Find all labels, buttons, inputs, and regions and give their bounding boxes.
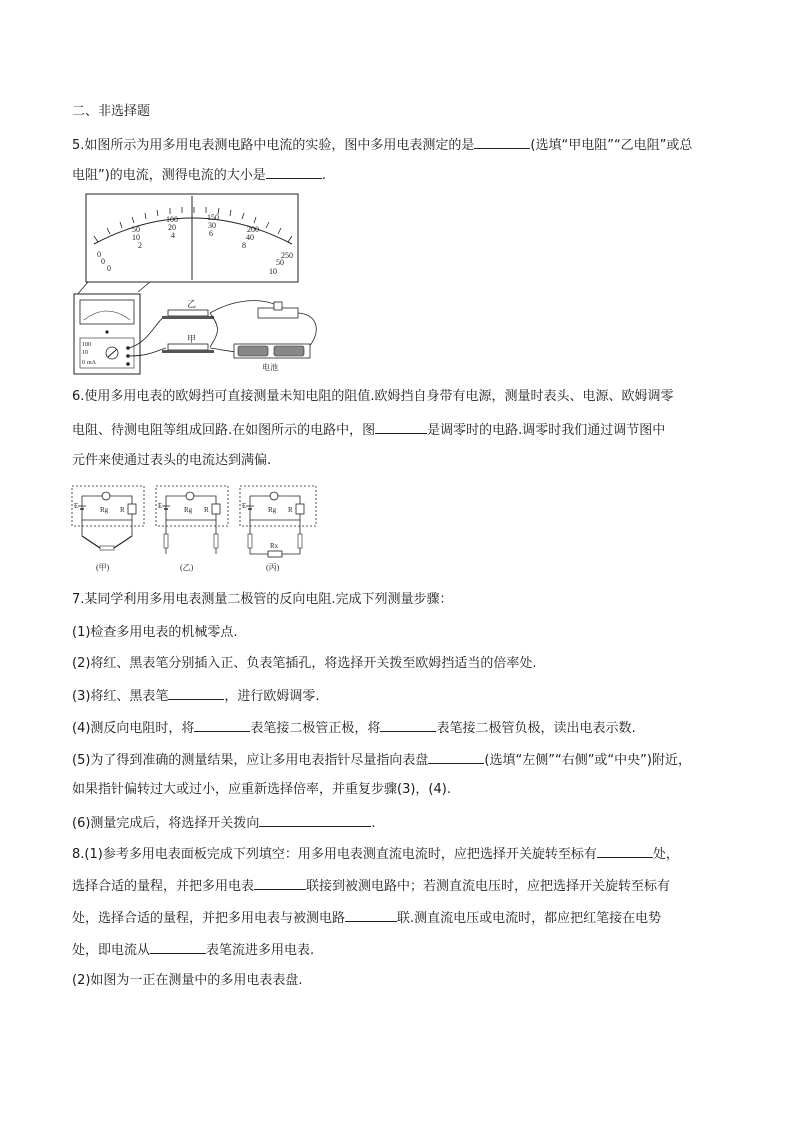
battery-cell [274, 346, 304, 356]
label-rg: Rg [100, 506, 109, 514]
wire [298, 313, 316, 348]
label-r: R [120, 506, 125, 514]
label-rg: Rg [268, 506, 277, 514]
label-r: R [288, 506, 293, 514]
label-e: E [242, 502, 247, 510]
q8-line-1 [72, 845, 679, 864]
label-rg: Rg [184, 506, 193, 514]
q8-text: 处，选择合适的量程，并把多用电表与被测电路 [72, 911, 346, 926]
scale-label: 200 [247, 225, 259, 234]
q7-step-3 [72, 687, 320, 706]
answer-blank[interactable] [597, 845, 653, 858]
resistor-rx [268, 551, 282, 557]
q7-text: (4)测反向电阻时，将 [72, 721, 195, 736]
answer-blank[interactable] [474, 136, 530, 149]
circuit-jia [72, 486, 144, 572]
scale-label: 20 [168, 223, 176, 232]
q7-step-5-cont: 如果指针偏转过大或过小，应重新选择倍率，并重复步骤(3)，(4). [72, 782, 451, 797]
q7-step-5 [72, 751, 691, 770]
scale-label: 0 [101, 257, 105, 266]
circuit-yi [156, 486, 228, 572]
section-title: 二、非选择题 [72, 104, 151, 119]
galvanometer-icon [102, 492, 110, 500]
probe-tips [100, 546, 114, 550]
q8-text: 选择合适的量程，并把多用电表 [72, 879, 255, 894]
jack-icon[interactable] [126, 362, 130, 366]
probe [248, 534, 252, 548]
battery-label: 电池 [262, 363, 278, 372]
answer-blank[interactable] [150, 941, 206, 954]
circuit-bing [240, 486, 316, 572]
resistor-label-yi: 乙 [187, 299, 197, 309]
circuit-figure [70, 484, 322, 576]
q5-text: 电阻”)的电流，测得电流的大小是 [72, 168, 266, 183]
q5-text: (选填“甲电阻”“乙电阻”或总 [530, 138, 693, 153]
answer-blank[interactable] [380, 719, 436, 732]
resistor-base [162, 350, 214, 353]
q6-line-1: 6.使用多用电表的欧姆挡可直接测量未知电阻的阻值.欧姆挡自身带有电源，测量时表头、电源、欧姆调零 [72, 389, 674, 404]
resistor [128, 504, 136, 514]
q5-text: . [321, 168, 326, 183]
range-label: 0 [82, 360, 85, 366]
label-rx: Rx [270, 542, 279, 550]
caption-yi: (乙) [180, 563, 194, 572]
battery-cell [238, 346, 268, 356]
answer-blank[interactable] [259, 814, 371, 827]
range-label: 100 [82, 342, 91, 348]
q7-text: . [371, 816, 376, 831]
answer-blank[interactable] [254, 877, 306, 890]
scale-label: 10 [269, 267, 277, 276]
scale-label: 4 [171, 231, 175, 240]
zero-knob[interactable] [105, 330, 108, 333]
q8-text: 联.测直流电压或电流时，都应把红笔接在电势 [397, 911, 662, 926]
q5-line-1 [72, 136, 692, 155]
scale-label: 0 [97, 250, 101, 259]
resistor [296, 504, 304, 514]
scale-label: 0 [107, 264, 111, 273]
q8-text: 8.(1)参考多用电表面板完成下列填空：用多用电表测直流电流时，应把选择开关旋转至标有 [72, 847, 597, 862]
scale-label: 100 [166, 215, 178, 224]
label-r: R [204, 506, 209, 514]
range-label: mA [87, 360, 96, 366]
answer-blank[interactable] [168, 687, 224, 700]
galvanometer-icon [270, 492, 278, 500]
q6-line-2 [72, 421, 665, 440]
scale-label: 30 [208, 221, 216, 230]
answer-blank[interactable] [266, 166, 322, 179]
q5-line-2 [72, 166, 326, 185]
q7-step-2: (2)将红、黑表笔分别插入正、负表笔插孔，将选择开关拨至欧姆挡适当的倍率处. [72, 656, 537, 671]
q7-step-6 [72, 814, 376, 833]
q7-text: 表笔接二极管正极，将 [250, 721, 381, 736]
q8-line-3 [72, 909, 661, 928]
caption-bing: (丙) [266, 563, 280, 572]
probe [214, 534, 218, 548]
q8-text: 联接到被测电路中；若测直流电压时，应把选择开关旋转至标有 [306, 879, 671, 894]
range-label: 10 [82, 350, 88, 356]
resistor-jia [168, 344, 208, 350]
answer-blank[interactable] [345, 909, 397, 922]
resistor [212, 504, 220, 514]
scale-label: 8 [242, 241, 246, 250]
callout-line [138, 282, 150, 292]
q7-text: (3)将红、黑表笔 [72, 689, 169, 704]
q6-text: 是调零时的电路.调零时我们通过调节图中 [427, 423, 666, 438]
q7-intro: 7.某同学利用多用电表测量二极管的反向电阻.完成下列测量步骤： [72, 592, 453, 607]
q7-text: (选填“左侧”“右侧”或“中央”)附近， [484, 753, 691, 768]
scale-label: 50 [276, 258, 284, 267]
q7-step-4 [72, 719, 636, 738]
q8-text: 处， [652, 847, 679, 862]
scale-label: 2 [138, 241, 142, 250]
resistor-base [162, 316, 214, 319]
q7-text: 表笔接二极管负极，读出电表示数. [436, 721, 636, 736]
scale-label: 40 [246, 233, 254, 242]
q5-text: 5.如图所示为用多用电表测电路中电流的实验，图中多用电表测定的是 [72, 138, 475, 153]
answer-blank[interactable] [428, 751, 484, 764]
answer-blank[interactable] [194, 719, 250, 732]
label-e: E [158, 502, 163, 510]
q8-line-2 [72, 877, 670, 896]
q7-step-1: (1)检查多用电表的机械零点. [72, 625, 238, 640]
q7-text: ，进行欧姆调零. [224, 689, 320, 704]
resistor-yi [168, 310, 208, 316]
answer-blank[interactable] [375, 421, 427, 434]
resistor-label-jia: 甲 [187, 334, 197, 344]
scale-label: 50 [132, 225, 140, 234]
scale-label: 10 [132, 233, 140, 242]
q6-text: 电阻、待测电阻等组成回路.在如图所示的电路中，图 [72, 423, 376, 438]
switch-knob [274, 302, 282, 310]
multimeter-display [80, 300, 134, 324]
q7-text: (5)为了得到准确的测量结果，应让多用电表指针尽量指向表盘 [72, 753, 429, 768]
scale-label: 6 [209, 229, 213, 238]
galvanometer-icon [186, 492, 194, 500]
multimeter-figure [70, 192, 330, 378]
label-e: E [74, 502, 79, 510]
caption-jia: (甲) [96, 563, 110, 572]
q8-text: 表笔流进多用电表. [206, 943, 315, 958]
q8-line-4 [72, 941, 314, 960]
scale-label: 250 [281, 251, 293, 260]
q8-line-5: (2)如图为一正在测量中的多用电表表盘. [72, 973, 303, 988]
q6-line-3: 元件来使通过表头的电流达到满偏. [72, 453, 272, 468]
q7-text: (6)测量完成后，将选择开关拨向 [72, 816, 260, 831]
probe [164, 534, 168, 548]
scale-label: 150 [207, 213, 219, 222]
probe [298, 534, 302, 548]
q8-text: 处，即电流从 [72, 943, 151, 958]
